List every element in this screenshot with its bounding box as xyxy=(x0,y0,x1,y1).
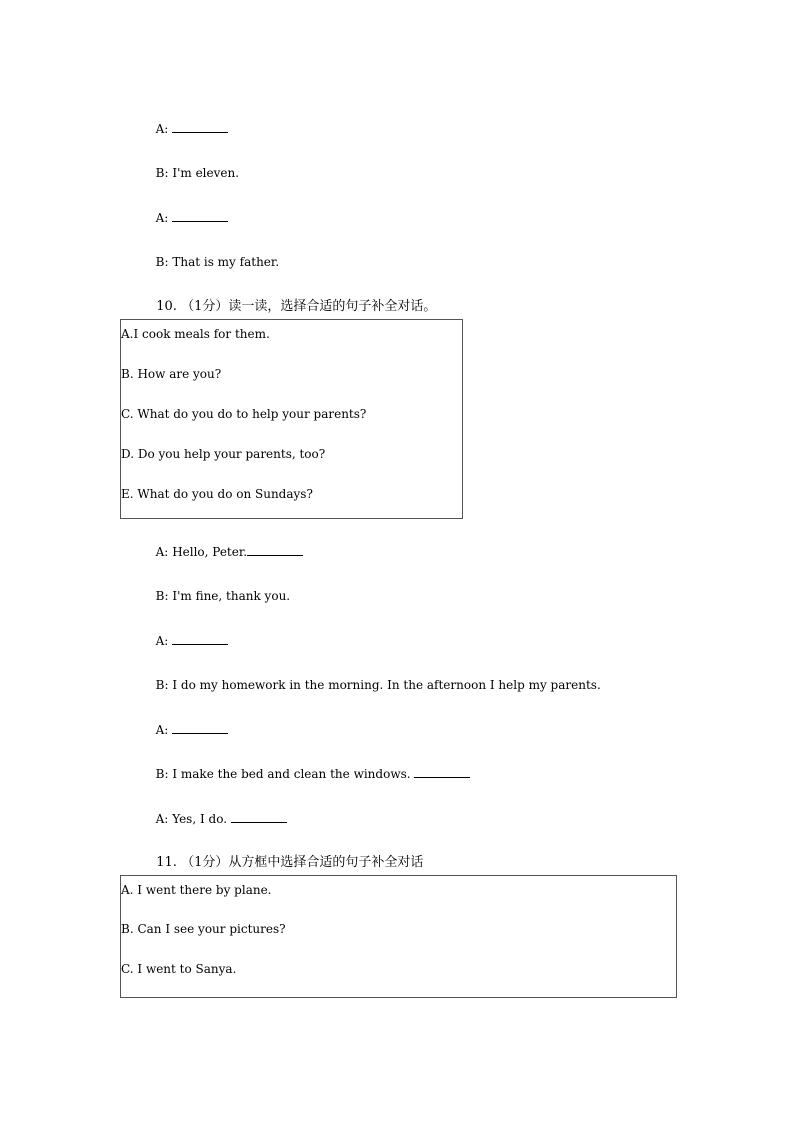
options-box-q10 xyxy=(120,319,463,519)
speaker-label: B: xyxy=(155,678,169,692)
speaker-label: A: xyxy=(155,211,169,225)
speaker-label: B: xyxy=(155,255,169,269)
speaker-label: B: xyxy=(155,166,169,180)
option-d: D. Do you help your parents, too? xyxy=(121,447,326,461)
dialogue-text: Hello, Peter. xyxy=(172,545,248,559)
dialogue-text: I make the bed and clean the windows. xyxy=(172,767,411,781)
dialogue-line xyxy=(148,706,228,738)
dialogue-text: Yes, I do. xyxy=(172,812,228,826)
speaker-label: A: xyxy=(155,634,169,648)
answer-blank[interactable] xyxy=(414,767,470,778)
answer-blank[interactable] xyxy=(172,211,228,222)
dialogue-line xyxy=(148,149,239,181)
question-10-heading xyxy=(148,283,436,315)
dialogue-line xyxy=(148,617,228,649)
speaker-label: A: xyxy=(155,545,169,559)
question-instruction: 从方框中选择合适的句子补全对话 xyxy=(228,855,424,870)
question-number: 10. xyxy=(156,299,177,314)
speaker-label: A: xyxy=(155,723,169,737)
answer-blank[interactable] xyxy=(172,122,228,133)
answer-blank[interactable] xyxy=(172,634,228,645)
dialogue-line xyxy=(148,528,303,560)
dialogue-text: I'm eleven. xyxy=(172,166,240,180)
option-c: C. I went to Sanya. xyxy=(121,962,237,976)
answer-blank[interactable] xyxy=(247,545,303,556)
answer-blank[interactable] xyxy=(172,723,228,734)
dialogue-line xyxy=(148,194,228,226)
speaker-label: B: xyxy=(155,589,169,603)
question-score: （1分） xyxy=(181,299,229,314)
speaker-label: A: xyxy=(155,122,169,136)
question-number: 11. xyxy=(156,855,177,870)
dialogue-line xyxy=(148,105,228,137)
dialogue-line xyxy=(148,238,279,270)
dialogue-text: That is my father. xyxy=(172,255,280,269)
dialogue-text: I do my homework in the morning. In the afternoon I help my parents. xyxy=(172,678,601,692)
dialogue-line xyxy=(148,572,290,604)
dialogue-line xyxy=(148,795,287,827)
option-e: E. What do you do on Sundays? xyxy=(121,487,313,501)
options-box-q11 xyxy=(120,875,677,998)
option-b: B. Can I see your pictures? xyxy=(121,922,286,936)
speaker-label: B: xyxy=(155,767,169,781)
dialogue-line xyxy=(148,661,601,693)
answer-blank[interactable] xyxy=(231,812,287,823)
option-b: B. How are you? xyxy=(121,367,222,381)
dialogue-text: I'm fine, thank you. xyxy=(172,589,291,603)
option-a: A. I went there by plane. xyxy=(121,883,272,897)
question-11-heading xyxy=(148,839,423,871)
question-instruction: 读一读，选择合适的句子补全对话。 xyxy=(228,299,437,314)
option-c: C. What do you do to help your parents? xyxy=(121,407,367,421)
speaker-label: A: xyxy=(155,812,169,826)
question-score: （1分） xyxy=(181,855,229,870)
option-a: A.I cook meals for them. xyxy=(121,327,270,341)
dialogue-line xyxy=(148,750,470,782)
